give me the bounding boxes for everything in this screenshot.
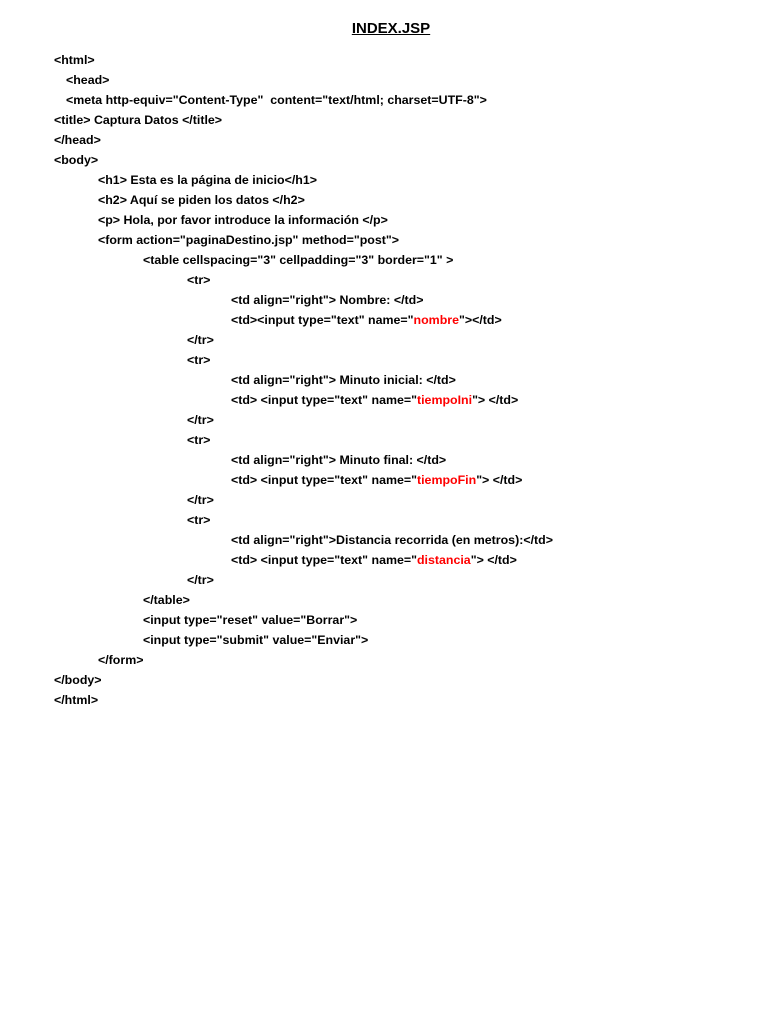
code-line: <head> (66, 73, 110, 87)
code-line: </head> (54, 133, 101, 147)
code-listing (54, 50, 754, 710)
code-line: <p> Hola, por favor introduce la información </p> (98, 213, 388, 227)
code-text: <td> <input type="text" name=" (231, 393, 417, 407)
highlighted-field-name: tiempoIni (416, 393, 473, 407)
code-line: <input type="submit" value="Enviar"> (143, 633, 369, 647)
code-line: <input type="reset" value="Borrar"> (143, 613, 358, 627)
code-line (54, 470, 754, 490)
code-line: <tr> (187, 433, 211, 447)
code-line: <html> (54, 53, 95, 67)
code-text: "> </td> (476, 473, 523, 487)
code-line: <td align="right">Distancia recorrida (en metros):</td> (231, 533, 553, 547)
code-line: </tr> (187, 413, 214, 427)
code-line: <tr> (187, 353, 211, 367)
code-line: </table> (143, 593, 190, 607)
code-text: "> </td> (472, 393, 519, 407)
code-text: <td> <input type="text" name=" (231, 473, 417, 487)
code-line: <tr> (187, 513, 211, 527)
code-line: </form> (98, 653, 144, 667)
document-title: INDEX.JSP (351, 20, 431, 37)
code-line: </body> (54, 673, 102, 687)
code-line: </html> (54, 693, 99, 707)
code-line: <form action="paginaDestino.jsp" method="post"> (98, 233, 399, 247)
code-line (54, 550, 754, 570)
code-line (54, 310, 754, 330)
code-line: </tr> (187, 333, 214, 347)
code-line: <td align="right"> Minuto inicial: </td> (231, 373, 456, 387)
highlighted-field-name: distancia (416, 553, 471, 567)
code-line: <meta http-equiv="Content-Type" content="text/html; charset=UTF-8"> (66, 93, 487, 107)
code-line: <h1> Esta es la página de inicio</h1> (98, 173, 317, 187)
code-line: <title> Captura Datos </title> (54, 113, 223, 127)
code-line: <td align="right"> Minuto final: </td> (231, 453, 447, 467)
code-line (54, 390, 754, 410)
code-line: <table cellspacing="3" cellpadding="3" border="1" > (143, 253, 454, 267)
code-text: <td><input type="text" name=" (231, 313, 414, 327)
highlighted-field-name: tiempoFin (416, 473, 477, 487)
code-line: <tr> (187, 273, 211, 287)
code-text: "> </td> (470, 553, 517, 567)
code-line: </tr> (187, 573, 214, 587)
code-line: <h2> Aquí se piden los datos </h2> (98, 193, 305, 207)
code-line: <body> (54, 153, 99, 167)
code-line: </tr> (187, 493, 214, 507)
code-line: <td align="right"> Nombre: </td> (231, 293, 424, 307)
highlighted-field-name: nombre (413, 313, 459, 327)
code-text: "></td> (458, 313, 502, 327)
code-text: <td> <input type="text" name=" (231, 553, 417, 567)
